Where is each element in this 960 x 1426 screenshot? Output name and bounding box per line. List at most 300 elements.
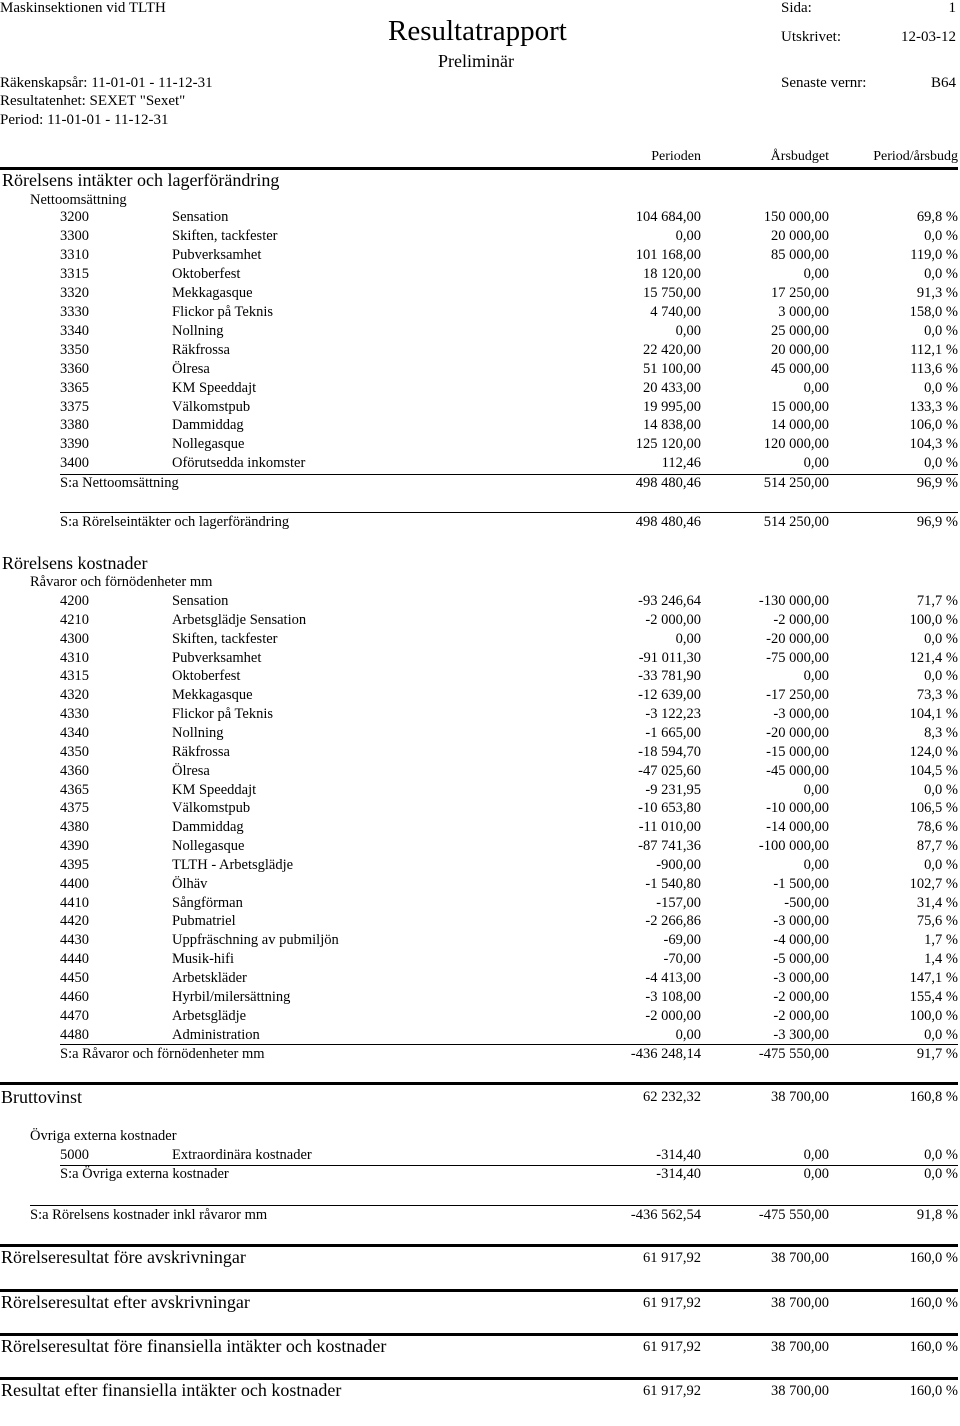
sum-period: 498 480,46: [635, 475, 701, 491]
budget-amount: -14 000,00: [766, 819, 829, 836]
sum-period: -436 248,14: [630, 1046, 701, 1062]
sum-ratio: 91,7 %: [916, 1046, 958, 1062]
period-budget-ratio: 1,7 %: [924, 932, 958, 949]
period-budget-ratio: 69,8 %: [916, 209, 958, 225]
account-name: Pubmatriel: [172, 913, 236, 930]
period-amount: 125 120,00: [635, 436, 701, 453]
period-budget-ratio: 104,5 %: [909, 762, 958, 779]
costs-section-sum: [0, 1207, 960, 1226]
account-number: 4210: [60, 611, 89, 628]
period-budget-ratio: 0,0 %: [924, 1147, 958, 1163]
account-number: 3375: [60, 398, 89, 415]
period-amount: -2 266,86: [645, 913, 701, 930]
period-amount: -900,00: [656, 856, 701, 873]
account-name: Extraordinära kostnader: [172, 1147, 312, 1163]
account-row: [0, 380, 960, 399]
account-number: 4365: [60, 781, 89, 798]
sum-budget: -475 550,00: [758, 1046, 829, 1062]
sum-period: -436 562,54: [630, 1207, 701, 1223]
period-amount: 22 420,00: [643, 341, 701, 358]
result-unit: Resultatenhet: SEXET "Sexet": [0, 93, 186, 109]
income-group-heading: Nettoomsättning: [30, 192, 127, 208]
account-row: [0, 857, 960, 876]
account-row: [0, 782, 960, 801]
period-budget-ratio: 147,1 %: [909, 970, 958, 986]
account-name: Administration: [172, 1026, 260, 1043]
account-name: Skiften, tackfester: [172, 630, 278, 647]
account-number: 4375: [60, 800, 89, 817]
budget-amount: 14 000,00: [771, 417, 829, 434]
gross-profit-label: Bruttovinst: [1, 1087, 83, 1107]
org-name: Maskinsektionen vid TLTH: [0, 0, 166, 16]
budget-amount: 15 000,00: [771, 398, 829, 415]
period-budget-ratio: 112,1 %: [910, 341, 958, 358]
account-name: Oförutsedda inkomster: [172, 455, 306, 472]
sum-ratio: 91,8 %: [916, 1207, 958, 1223]
gross-profit-budget: 38 700,00: [771, 1089, 829, 1105]
account-row: [0, 455, 960, 474]
period-amount: -18 594,70: [638, 743, 701, 760]
gross-rule: [0, 1082, 958, 1085]
period-amount: 112,46: [661, 455, 701, 472]
budget-amount: -3 000,00: [773, 913, 829, 930]
period-budget-ratio: 119,0 %: [910, 246, 958, 263]
account-number: 4400: [60, 875, 89, 892]
account-name: Skiften, tackfester: [172, 227, 278, 244]
account-number: 3380: [60, 417, 89, 434]
account-number: 3350: [60, 341, 89, 358]
account-number: 4440: [60, 951, 89, 968]
period-amount: -1 540,80: [645, 875, 701, 892]
sum-label: S:a Råvaror och förnödenheter mm: [60, 1046, 265, 1062]
costs-group-sum: [0, 1046, 960, 1065]
budget-amount: 0,00: [803, 668, 829, 685]
account-row: [0, 819, 960, 838]
period-amount: 0,00: [675, 1026, 701, 1043]
account-row: [0, 706, 960, 725]
account-row: [0, 323, 960, 342]
account-name: Nollning: [172, 322, 224, 339]
period-budget-ratio: 0,0 %: [924, 668, 958, 685]
period-amount: -93 246,64: [638, 593, 701, 609]
gross-profit-ratio: 160,8 %: [909, 1089, 958, 1105]
period-budget-ratio: 113,6 %: [910, 360, 958, 377]
budget-amount: 20 000,00: [771, 341, 829, 358]
budget-amount: -130 000,00: [758, 593, 829, 609]
period-amount: -3 108,00: [645, 988, 701, 1005]
account-row: [0, 1027, 960, 1046]
account-name: Sensation: [172, 209, 229, 225]
budget-amount: -3 000,00: [773, 706, 829, 723]
account-name: Ölresa: [172, 360, 210, 377]
period-budget-ratio: 78,6 %: [916, 819, 958, 836]
account-name: Arbetskläder: [172, 970, 247, 986]
printed-label: Utskrivet:: [781, 29, 841, 45]
account-row: [0, 285, 960, 304]
period-amount: -33 781,90: [638, 668, 701, 685]
account-number: 3310: [60, 246, 89, 263]
period-budget-ratio: 0,0 %: [924, 856, 958, 873]
account-number: 3365: [60, 379, 89, 396]
account-row: [0, 895, 960, 914]
budget-amount: 0,00: [803, 379, 829, 396]
period-amount: 19 995,00: [643, 398, 701, 415]
period-budget-ratio: 91,3 %: [916, 284, 958, 301]
account-row: [0, 209, 960, 228]
account-number: 4310: [60, 649, 89, 666]
result-budget: 38 700,00: [771, 1295, 829, 1311]
budget-amount: -100 000,00: [758, 838, 829, 855]
account-row: [0, 913, 960, 932]
period-amount: -10 653,80: [638, 800, 701, 817]
budget-amount: 20 000,00: [771, 227, 829, 244]
account-row: [0, 744, 960, 763]
budget-amount: -20 000,00: [766, 724, 829, 741]
result-row: [0, 1380, 960, 1404]
sum-period: -314,40: [656, 1166, 701, 1182]
budget-amount: -2 000,00: [773, 988, 829, 1005]
account-row: [0, 1147, 960, 1166]
budget-amount: -5 000,00: [773, 951, 829, 968]
period-budget-ratio: 0,0 %: [924, 781, 958, 798]
period-budget-ratio: 133,3 %: [909, 398, 958, 415]
account-name: Uppfräschning av pubmiljön: [172, 932, 339, 949]
period-budget-ratio: 71,7 %: [916, 593, 958, 609]
budget-amount: -45 000,00: [766, 762, 829, 779]
result-label: Rörelseresultat före finansiella intäkter och kostnader: [1, 1336, 387, 1356]
income-section-rule: [60, 512, 958, 513]
costs-heading: Rörelsens kostnader: [2, 553, 148, 573]
costs-group-heading: Råvaror och förnödenheter mm: [30, 574, 213, 590]
result-row: [0, 1292, 960, 1316]
account-row: [0, 228, 960, 247]
period-amount: -9 231,95: [645, 781, 701, 798]
page-number: 1: [948, 0, 956, 16]
budget-amount: -500,00: [784, 894, 829, 911]
period-amount: 15 750,00: [643, 284, 701, 301]
account-row: [0, 247, 960, 266]
sum-label: S:a Rörelseintäkter och lagerförändring: [60, 514, 290, 530]
budget-amount: 25 000,00: [771, 322, 829, 339]
printed-date: 12-03-12: [901, 29, 956, 45]
period-amount: -70,00: [663, 951, 701, 968]
period-budget-ratio: 155,4 %: [909, 988, 958, 1005]
account-row: [0, 361, 960, 380]
account-row: [0, 612, 960, 631]
account-row: [0, 687, 960, 706]
period-budget-ratio: 102,7 %: [909, 875, 958, 892]
account-number: 4395: [60, 856, 89, 873]
sum-ratio: 96,9 %: [916, 514, 958, 530]
page-label: Sida:: [781, 0, 812, 16]
period-amount: 20 433,00: [643, 379, 701, 396]
account-name: Dammiddag: [172, 819, 244, 836]
period-budget-ratio: 0,0 %: [924, 227, 958, 244]
budget-amount: 0,00: [803, 1147, 829, 1163]
budget-amount: 0,00: [803, 455, 829, 472]
budget-amount: 3 000,00: [778, 303, 829, 320]
account-name: Räkfrossa: [172, 743, 230, 760]
result-label: Rörelseresultat efter avskrivningar: [1, 1292, 250, 1312]
period-budget-ratio: 0,0 %: [924, 455, 958, 472]
account-name: KM Speeddajt: [172, 379, 257, 396]
result-ratio: 160,0 %: [909, 1383, 958, 1399]
result-budget: 38 700,00: [771, 1383, 829, 1399]
account-row: [0, 800, 960, 819]
costs-section-rule: [30, 1205, 958, 1206]
account-number: 3320: [60, 284, 89, 301]
account-row: [0, 304, 960, 323]
account-name: Nollegasque: [172, 838, 245, 855]
sum-label: S:a Nettoomsättning: [60, 475, 179, 491]
account-number: 4320: [60, 687, 89, 704]
period-budget-ratio: 124,0 %: [909, 743, 958, 760]
account-number: 4300: [60, 630, 89, 647]
sum-period: 498 480,46: [635, 514, 701, 530]
account-name: Välkomstpub: [172, 398, 251, 415]
period-budget-ratio: 100,0 %: [909, 611, 958, 628]
account-name: Nollegasque: [172, 436, 245, 453]
account-row: [0, 417, 960, 436]
period-amount: -69,00: [663, 932, 701, 949]
account-number: 4350: [60, 743, 89, 760]
account-row: [0, 399, 960, 418]
period-amount: -11 010,00: [638, 819, 701, 836]
result-period: 61 917,92: [643, 1250, 701, 1266]
period-budget-ratio: 104,3 %: [909, 436, 958, 453]
account-row: [0, 838, 960, 857]
budget-amount: 45 000,00: [771, 360, 829, 377]
account-number: 4330: [60, 706, 89, 723]
result-period: 61 917,92: [643, 1295, 701, 1311]
sum-ratio: 0,0 %: [924, 1166, 958, 1182]
account-row: [0, 342, 960, 361]
account-number: 4390: [60, 838, 89, 855]
sum-label: S:a Rörelsens kostnader inkl råvaror mm: [30, 1207, 268, 1223]
budget-amount: -1 500,00: [773, 875, 829, 892]
account-row: [0, 725, 960, 744]
other-costs-heading: Övriga externa kostnader: [30, 1128, 177, 1144]
account-row: [0, 989, 960, 1008]
period-amount: -157,00: [656, 894, 701, 911]
account-number: 3315: [60, 265, 89, 282]
period-amount: -2 000,00: [645, 1007, 701, 1024]
account-number: 4360: [60, 762, 89, 779]
account-number: 4340: [60, 724, 89, 741]
account-row: [0, 876, 960, 895]
account-number: 3360: [60, 360, 89, 377]
budget-amount: -15 000,00: [766, 743, 829, 760]
period-budget-ratio: 0,0 %: [924, 322, 958, 339]
account-name: Flickor på Teknis: [172, 303, 274, 320]
budget-amount: 85 000,00: [771, 246, 829, 263]
account-row: [0, 593, 960, 612]
sum-budget: -475 550,00: [758, 1207, 829, 1223]
account-number: 4430: [60, 932, 89, 949]
period-amount: 4 740,00: [650, 303, 701, 320]
account-name: Mekkagasque: [172, 687, 253, 704]
period-amount: -314,40: [656, 1147, 701, 1163]
report-title: Resultatrapport: [388, 15, 567, 47]
account-number: 4450: [60, 970, 89, 986]
account-number: 3400: [60, 455, 89, 472]
account-number: 3390: [60, 436, 89, 453]
income-section-sum: [0, 514, 960, 533]
account-name: Flickor på Teknis: [172, 706, 274, 723]
result-row: [0, 1336, 960, 1360]
budget-amount: -20 000,00: [766, 630, 829, 647]
period-amount: 104 684,00: [635, 209, 701, 225]
result-label: Rörelseresultat före avskrivningar: [1, 1247, 246, 1267]
account-number: 4460: [60, 988, 89, 1005]
period-budget-ratio: 106,0 %: [909, 417, 958, 434]
result-row: [0, 1247, 960, 1271]
account-number: 3340: [60, 322, 89, 339]
account-name: Oktoberfest: [172, 668, 241, 685]
account-row: [0, 932, 960, 951]
sum-budget: 514 250,00: [763, 475, 829, 491]
period-amount: 14 838,00: [643, 417, 701, 434]
budget-amount: -3 300,00: [773, 1026, 829, 1043]
budget-amount: -3 000,00: [773, 970, 829, 986]
account-row: [0, 436, 960, 455]
account-name: Räkfrossa: [172, 341, 230, 358]
income-group-sum: [0, 475, 960, 494]
period-amount: -91 011,30: [638, 649, 701, 666]
budget-amount: 0,00: [803, 781, 829, 798]
budget-amount: -4 000,00: [773, 932, 829, 949]
account-number: 3300: [60, 227, 89, 244]
account-name: Sångförman: [172, 894, 243, 911]
account-row: [0, 650, 960, 669]
period-amount: -1 665,00: [645, 724, 701, 741]
result-ratio: 160,0 %: [909, 1250, 958, 1266]
sum-ratio: 96,9 %: [916, 475, 958, 491]
period-amount: 0,00: [675, 227, 701, 244]
period-budget-ratio: 31,4 %: [916, 894, 958, 911]
period-budget-ratio: 0,0 %: [924, 1026, 958, 1043]
sum-label: S:a Övriga externa kostnader: [60, 1166, 229, 1182]
budget-amount: 150 000,00: [763, 209, 829, 225]
period-budget-ratio: 0,0 %: [924, 630, 958, 647]
period-amount: 18 120,00: [643, 265, 701, 282]
period-budget-ratio: 0,0 %: [924, 379, 958, 396]
account-number: 4480: [60, 1026, 89, 1043]
col-header-period: Perioden: [651, 149, 701, 164]
period-budget-ratio: 0,0 %: [924, 265, 958, 282]
account-name: Ölhäv: [172, 875, 208, 892]
gross-profit-period: 62 232,32: [643, 1089, 701, 1105]
result-label: Resultat efter finansiella intäkter och kostnader: [1, 1380, 342, 1400]
account-name: Nollning: [172, 724, 224, 741]
period-range: Period: 11-01-01 - 11-12-31: [0, 112, 169, 128]
sum-budget: 514 250,00: [763, 514, 829, 530]
account-name: Dammiddag: [172, 417, 244, 434]
budget-amount: -10 000,00: [766, 800, 829, 817]
account-row: [0, 266, 960, 285]
account-name: Ölresa: [172, 762, 210, 779]
period-budget-ratio: 87,7 %: [916, 838, 958, 855]
account-row: [0, 668, 960, 687]
budget-amount: -2 000,00: [773, 611, 829, 628]
budget-amount: -75 000,00: [766, 649, 829, 666]
account-name: Pubverksamhet: [172, 246, 262, 263]
budget-amount: 0,00: [803, 265, 829, 282]
period-amount: -87 741,36: [638, 838, 701, 855]
period-budget-ratio: 104,1 %: [909, 706, 958, 723]
period-budget-ratio: 73,3 %: [916, 687, 958, 704]
account-row: [0, 951, 960, 970]
gross-profit-row: [0, 1087, 960, 1111]
result-ratio: 160,0 %: [909, 1339, 958, 1355]
account-row: [0, 763, 960, 782]
account-name: Mekkagasque: [172, 284, 253, 301]
account-name: Välkomstpub: [172, 800, 251, 817]
period-amount: 51 100,00: [643, 360, 701, 377]
account-name: TLTH - Arbetsglädje: [172, 856, 294, 873]
account-name: Sensation: [172, 593, 229, 609]
account-number: 3200: [60, 209, 89, 225]
account-row: [0, 970, 960, 989]
period-amount: -12 639,00: [638, 687, 701, 704]
account-name: Arbetsglädje Sensation: [172, 611, 307, 628]
account-name: Arbetsglädje: [172, 1007, 247, 1024]
account-number: 4470: [60, 1007, 89, 1024]
result-budget: 38 700,00: [771, 1339, 829, 1355]
account-row: [0, 1008, 960, 1027]
period-amount: 0,00: [675, 630, 701, 647]
period-amount: -47 025,60: [638, 762, 701, 779]
other-costs-sum: [0, 1166, 960, 1185]
costs-group-rule: [60, 1044, 958, 1045]
account-number: 3330: [60, 303, 89, 320]
result-period: 61 917,92: [643, 1339, 701, 1355]
period-amount: -2 000,00: [645, 611, 701, 628]
account-name: KM Speeddajt: [172, 781, 257, 798]
col-header-ratio: Period/årsbudg: [873, 149, 958, 164]
last-ver-label: Senaste vernr:: [781, 75, 867, 91]
budget-amount: -2 000,00: [773, 1007, 829, 1024]
account-number: 5000: [60, 1147, 89, 1163]
period-budget-ratio: 121,4 %: [909, 649, 958, 666]
period-budget-ratio: 106,5 %: [909, 800, 958, 817]
budget-amount: 17 250,00: [771, 284, 829, 301]
account-number: 4380: [60, 819, 89, 836]
sum-budget: 0,00: [803, 1166, 829, 1182]
period-amount: 101 168,00: [635, 246, 701, 263]
budget-amount: 0,00: [803, 856, 829, 873]
fiscal-year: Räkenskapsår: 11-01-01 - 11-12-31: [0, 75, 213, 91]
result-ratio: 160,0 %: [909, 1295, 958, 1311]
period-amount: -3 122,23: [645, 706, 701, 723]
account-name: Pubverksamhet: [172, 649, 262, 666]
account-name: Musik-hifi: [172, 951, 235, 968]
period-amount: 0,00: [675, 322, 701, 339]
account-number: 4315: [60, 668, 89, 685]
income-heading: Rörelsens intäkter och lagerförändring: [2, 170, 280, 190]
account-number: 4420: [60, 913, 89, 930]
account-number: 4410: [60, 894, 89, 911]
period-budget-ratio: 75,6 %: [916, 913, 958, 930]
account-number: 4200: [60, 593, 89, 609]
result-period: 61 917,92: [643, 1383, 701, 1399]
account-name: Oktoberfest: [172, 265, 241, 282]
result-budget: 38 700,00: [771, 1250, 829, 1266]
period-budget-ratio: 100,0 %: [909, 1007, 958, 1024]
period-amount: -4 413,00: [645, 970, 701, 986]
period-budget-ratio: 1,4 %: [924, 951, 958, 968]
period-budget-ratio: 8,3 %: [924, 724, 958, 741]
